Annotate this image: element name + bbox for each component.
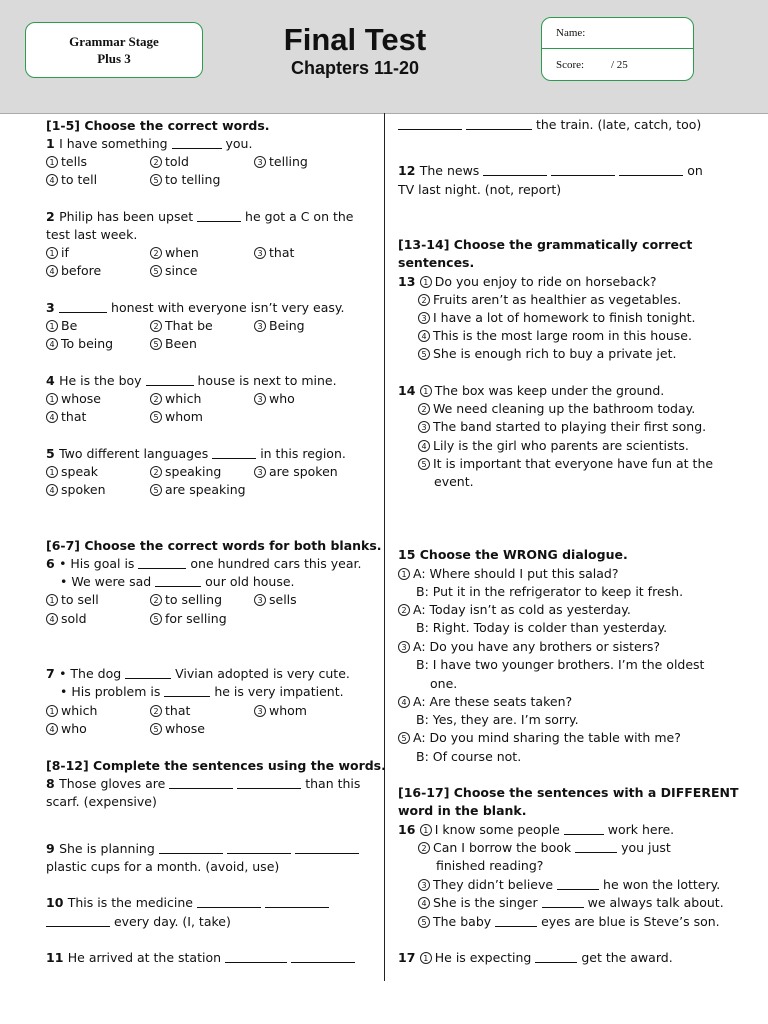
question-line: 16 1 I know some people work here. (398, 822, 675, 837)
test-header (0, 0, 768, 114)
option-marker: 1 (46, 393, 58, 405)
option-marker: 5 (150, 338, 162, 350)
question-line: 3 telling (254, 154, 308, 170)
question-line: 1 which (46, 703, 97, 719)
grammar-stage-badge (25, 22, 203, 78)
option-marker: 4 (46, 338, 58, 350)
answer-blank[interactable] (138, 556, 186, 569)
question-number: 16 (398, 822, 420, 837)
badge-line-2: Plus 3 (97, 51, 131, 66)
option-marker: 4 (418, 897, 430, 909)
option-marker: 4 (46, 265, 58, 277)
option-marker: 3 (254, 156, 266, 168)
question-number: 1 (46, 136, 60, 151)
option-marker: 1 (46, 705, 58, 717)
option-marker: 5 (418, 916, 430, 928)
question-line: 5 The baby eyes are blue is Steve’s son. (418, 914, 720, 930)
question-line: 13 1 Do you enjoy to ride on horseback? (398, 274, 657, 289)
question-line: 14 1 The box was keep under the ground. (398, 383, 665, 398)
question-line: 4 before (46, 263, 101, 279)
question-line: 2 told (150, 154, 189, 170)
question-line: 5 It is important that everyone have fun at the (418, 456, 713, 472)
question-line: 10 This is the medicine (46, 895, 329, 911)
answer-blank[interactable] (564, 822, 604, 835)
question-number: 8 (46, 776, 60, 791)
question-number: 6 (46, 556, 60, 571)
option-marker: 4 (46, 613, 58, 625)
option-marker: 1 (420, 824, 432, 836)
question-line: 1 whose (46, 391, 101, 407)
option-marker: 4 (398, 696, 410, 708)
question-line: 4 spoken (46, 482, 106, 498)
question-line: 4 He is the boy house is next to mine. (46, 373, 337, 388)
question-number: 7 (46, 666, 60, 681)
option-marker: 5 (418, 348, 430, 360)
question-line: 2 We need cleaning up the bathroom today. (418, 401, 695, 417)
option-marker: 1 (420, 385, 432, 397)
question-line: 4 sold (46, 611, 87, 627)
question-line: 4 To being (46, 336, 113, 352)
question-line: 3 I have a lot of homework to finish tonight. (418, 310, 696, 326)
section-heading: [16-17] Choose the sentences with a DIFFERENT (398, 785, 739, 800)
question-line: 6 • His goal is one hundred cars this year. (46, 556, 362, 571)
question-line: 4 She is the singer we always talk about. (418, 895, 724, 911)
question-number: 17 (398, 950, 420, 965)
answer-blank[interactable] (212, 446, 256, 459)
answer-blank[interactable] (291, 950, 355, 963)
question-line: 11 He arrived at the station (46, 950, 355, 966)
question-number: 3 (46, 300, 60, 315)
badge-line-1: Grammar Stage (69, 34, 159, 49)
option-marker: 5 (398, 732, 410, 744)
question-line: 12 The news on (398, 163, 703, 178)
question-line: 2 which (150, 391, 201, 407)
answer-blank[interactable] (197, 895, 261, 908)
option-marker: 3 (254, 247, 266, 259)
option-marker: 4 (418, 330, 430, 342)
question-line: B: Put it in the refrigerator to keep it fresh. (416, 584, 684, 599)
question-number: 9 (46, 841, 60, 856)
question-line: 5 for selling (150, 611, 227, 627)
answer-blank[interactable] (159, 841, 223, 854)
question-line: every day. (I, take) (46, 914, 231, 930)
question-line: 17 1 He is expecting get the award. (398, 950, 673, 965)
question-line: 2 A: Today isn’t as cold as yesterday. (398, 602, 631, 618)
answer-blank[interactable] (557, 877, 599, 890)
question-line: 4 This is the most large room in this house. (418, 328, 692, 344)
question-line: • His problem is he is very impatient. (60, 684, 344, 699)
question-line: 3 honest with everyone isn’t very easy. (46, 300, 345, 315)
answer-blank[interactable] (495, 914, 537, 927)
option-marker: 3 (254, 594, 266, 606)
question-line: 4 that (46, 409, 86, 425)
question-line: 4 A: Are these seats taken? (398, 694, 572, 710)
question-line: 2 Fruits aren’t as healthier as vegetables. (418, 292, 681, 308)
answer-blank[interactable] (551, 163, 615, 176)
answer-blank[interactable] (466, 117, 532, 130)
section-heading: [13-14] Choose the grammatically correct (398, 237, 693, 252)
option-marker: 5 (150, 411, 162, 423)
question-number: 11 (46, 950, 68, 965)
option-marker: 3 (418, 879, 430, 891)
question-line: plastic cups for a month. (avoid, use) (46, 859, 280, 874)
question-number: 10 (46, 895, 68, 910)
question-line: 5 whose (150, 721, 205, 737)
answer-blank[interactable] (542, 895, 584, 908)
question-number: 14 (398, 383, 420, 398)
question-line: 1 tells (46, 154, 87, 170)
question-line: 2 that (150, 703, 190, 719)
option-marker: 4 (46, 411, 58, 423)
section-heading: [8-12] Complete the sentences using the words. (46, 758, 386, 773)
question-line: 3 who (254, 391, 295, 407)
question-line: • We were sad our old house. (60, 574, 295, 589)
answer-blank[interactable] (59, 300, 107, 313)
question-line: finished reading? (436, 858, 544, 873)
question-line: 9 She is planning (46, 841, 359, 857)
option-marker: 2 (418, 842, 430, 854)
name-score-box (541, 17, 694, 81)
option-marker: 3 (254, 705, 266, 717)
question-line: 1 speak (46, 464, 98, 480)
option-marker: 3 (418, 312, 430, 324)
question-line: 2 to selling (150, 592, 222, 608)
question-line: one. (430, 676, 458, 691)
score-value: / 25 (611, 59, 628, 71)
option-marker: 1 (46, 466, 58, 478)
question-line: 5 She is enough rich to buy a private jet. (418, 346, 676, 362)
question-line: 2 Philip has been upset he got a C on the (46, 209, 354, 224)
question-line: 3 A: Do you have any brothers or sisters? (398, 639, 660, 655)
question-line: event. (434, 474, 474, 489)
option-marker: 2 (150, 393, 162, 405)
column-divider (384, 113, 385, 981)
option-marker: 1 (46, 156, 58, 168)
question-number: 4 (46, 373, 60, 388)
question-line: 1 I have something you. (46, 136, 253, 151)
question-line: test last week. (46, 227, 138, 242)
option-marker: 4 (46, 484, 58, 496)
option-marker: 2 (418, 294, 430, 306)
question-line: TV last night. (not, report) (398, 182, 562, 197)
option-marker: 2 (150, 156, 162, 168)
option-marker: 1 (420, 276, 432, 288)
section-heading: [1-5] Choose the correct words. (46, 118, 270, 133)
page-subtitle: Chapters 11-20 (290, 58, 420, 78)
option-marker: 4 (46, 174, 58, 186)
question-line: 4 Lily is the girl who parents are scientists. (418, 438, 689, 454)
option-marker: 3 (254, 320, 266, 332)
option-marker: 1 (46, 247, 58, 259)
answer-blank[interactable] (169, 776, 233, 789)
question-line: 1 to sell (46, 592, 99, 608)
option-marker: 5 (150, 723, 162, 735)
question-line: 5 Been (150, 336, 197, 352)
option-marker: 4 (46, 723, 58, 735)
question-line: 2 Can I borrow the book you just (418, 840, 671, 856)
question-line: B: Yes, they are. I’m sorry. (416, 712, 579, 727)
option-marker: 5 (150, 613, 162, 625)
question-line: 3 sells (254, 592, 297, 608)
score-label: Score: (556, 59, 585, 71)
answer-blank[interactable] (146, 373, 194, 386)
question-line: 8 Those gloves are than this (46, 776, 361, 791)
question-line: 3 They didn’t believe he won the lottery. (418, 877, 720, 893)
option-marker: 2 (150, 320, 162, 332)
option-marker: 2 (150, 705, 162, 717)
page-title: Final Test (283, 22, 427, 57)
question-line: 4 who (46, 721, 87, 737)
option-marker: 5 (150, 265, 162, 277)
question-line: 5 Two different languages in this region. (46, 446, 346, 461)
question-line: 1 if (46, 245, 69, 261)
answer-blank[interactable] (164, 684, 210, 697)
question-line: 2 speaking (150, 464, 221, 480)
question-line: 2 when (150, 245, 199, 261)
option-marker: 4 (418, 440, 430, 452)
question-line: 3 that (254, 245, 294, 261)
option-marker: 3 (418, 421, 430, 433)
option-marker: 1 (46, 320, 58, 332)
option-marker: 5 (150, 174, 162, 186)
option-marker: 3 (254, 466, 266, 478)
answer-blank[interactable] (155, 574, 201, 587)
question-line: 5 whom (150, 409, 203, 425)
answer-blank[interactable] (172, 136, 222, 149)
option-marker: 5 (418, 458, 430, 470)
question-number: 12 (398, 163, 420, 178)
question-line: 1 A: Where should I put this salad? (398, 566, 618, 582)
score-divider (542, 48, 693, 49)
option-marker: 3 (254, 393, 266, 405)
answer-blank[interactable] (197, 209, 241, 222)
option-marker: 1 (46, 594, 58, 606)
answer-blank[interactable] (46, 914, 110, 927)
section-heading: sentences. (398, 255, 475, 270)
answer-blank[interactable] (535, 950, 577, 963)
option-marker: 2 (150, 247, 162, 259)
option-marker: 2 (418, 403, 430, 415)
option-marker: 2 (150, 466, 162, 478)
question-line: 3 whom (254, 703, 307, 719)
question-number: 2 (46, 209, 60, 224)
answer-blank[interactable] (575, 840, 617, 853)
option-marker: 1 (420, 952, 432, 964)
option-marker: 3 (398, 641, 410, 653)
answer-blank[interactable] (225, 950, 287, 963)
question-line: 5 are speaking (150, 482, 246, 498)
question-line: B: I have two younger brothers. I’m the oldest (416, 657, 705, 672)
question-number: 13 (398, 274, 420, 289)
section-heading: word in the blank. (398, 803, 527, 818)
option-marker: 5 (150, 484, 162, 496)
option-marker: 2 (398, 604, 410, 616)
option-marker: 1 (398, 568, 410, 580)
question-line: 1 Be (46, 318, 77, 334)
question-line: 2 That be (150, 318, 213, 334)
question-line: 5 to telling (150, 172, 220, 188)
answer-blank[interactable] (483, 163, 547, 176)
question-number: 5 (46, 446, 60, 461)
question-line: 5 since (150, 263, 197, 279)
answer-blank[interactable] (125, 666, 171, 679)
question-line: the train. (late, catch, too) (398, 117, 701, 133)
question-line: B: Of course not. (416, 749, 522, 764)
question-line: 5 A: Do you mind sharing the table with me? (398, 730, 681, 746)
test-title-block (250, 22, 460, 78)
answer-blank[interactable] (398, 117, 462, 130)
option-marker: 2 (150, 594, 162, 606)
answer-blank[interactable] (295, 841, 359, 854)
answer-blank[interactable] (237, 776, 301, 789)
question-line: B: Right. Today is colder than yesterday. (416, 620, 668, 635)
answer-blank[interactable] (227, 841, 291, 854)
question-line: 7 • The dog Vivian adopted is very cute. (46, 666, 350, 681)
question-line: scarf. (expensive) (46, 794, 157, 809)
section-heading: 15 Choose the WRONG dialogue. (398, 547, 628, 562)
section-heading: [6-7] Choose the correct words for both blanks. (46, 538, 382, 553)
name-label: Name: (556, 27, 586, 39)
question-line: 3 Being (254, 318, 305, 334)
question-line: 3 are spoken (254, 464, 338, 480)
answer-blank[interactable] (619, 163, 683, 176)
question-line: 3 The band started to playing their first song. (418, 419, 706, 435)
question-line: 4 to tell (46, 172, 97, 188)
answer-blank[interactable] (265, 895, 329, 908)
